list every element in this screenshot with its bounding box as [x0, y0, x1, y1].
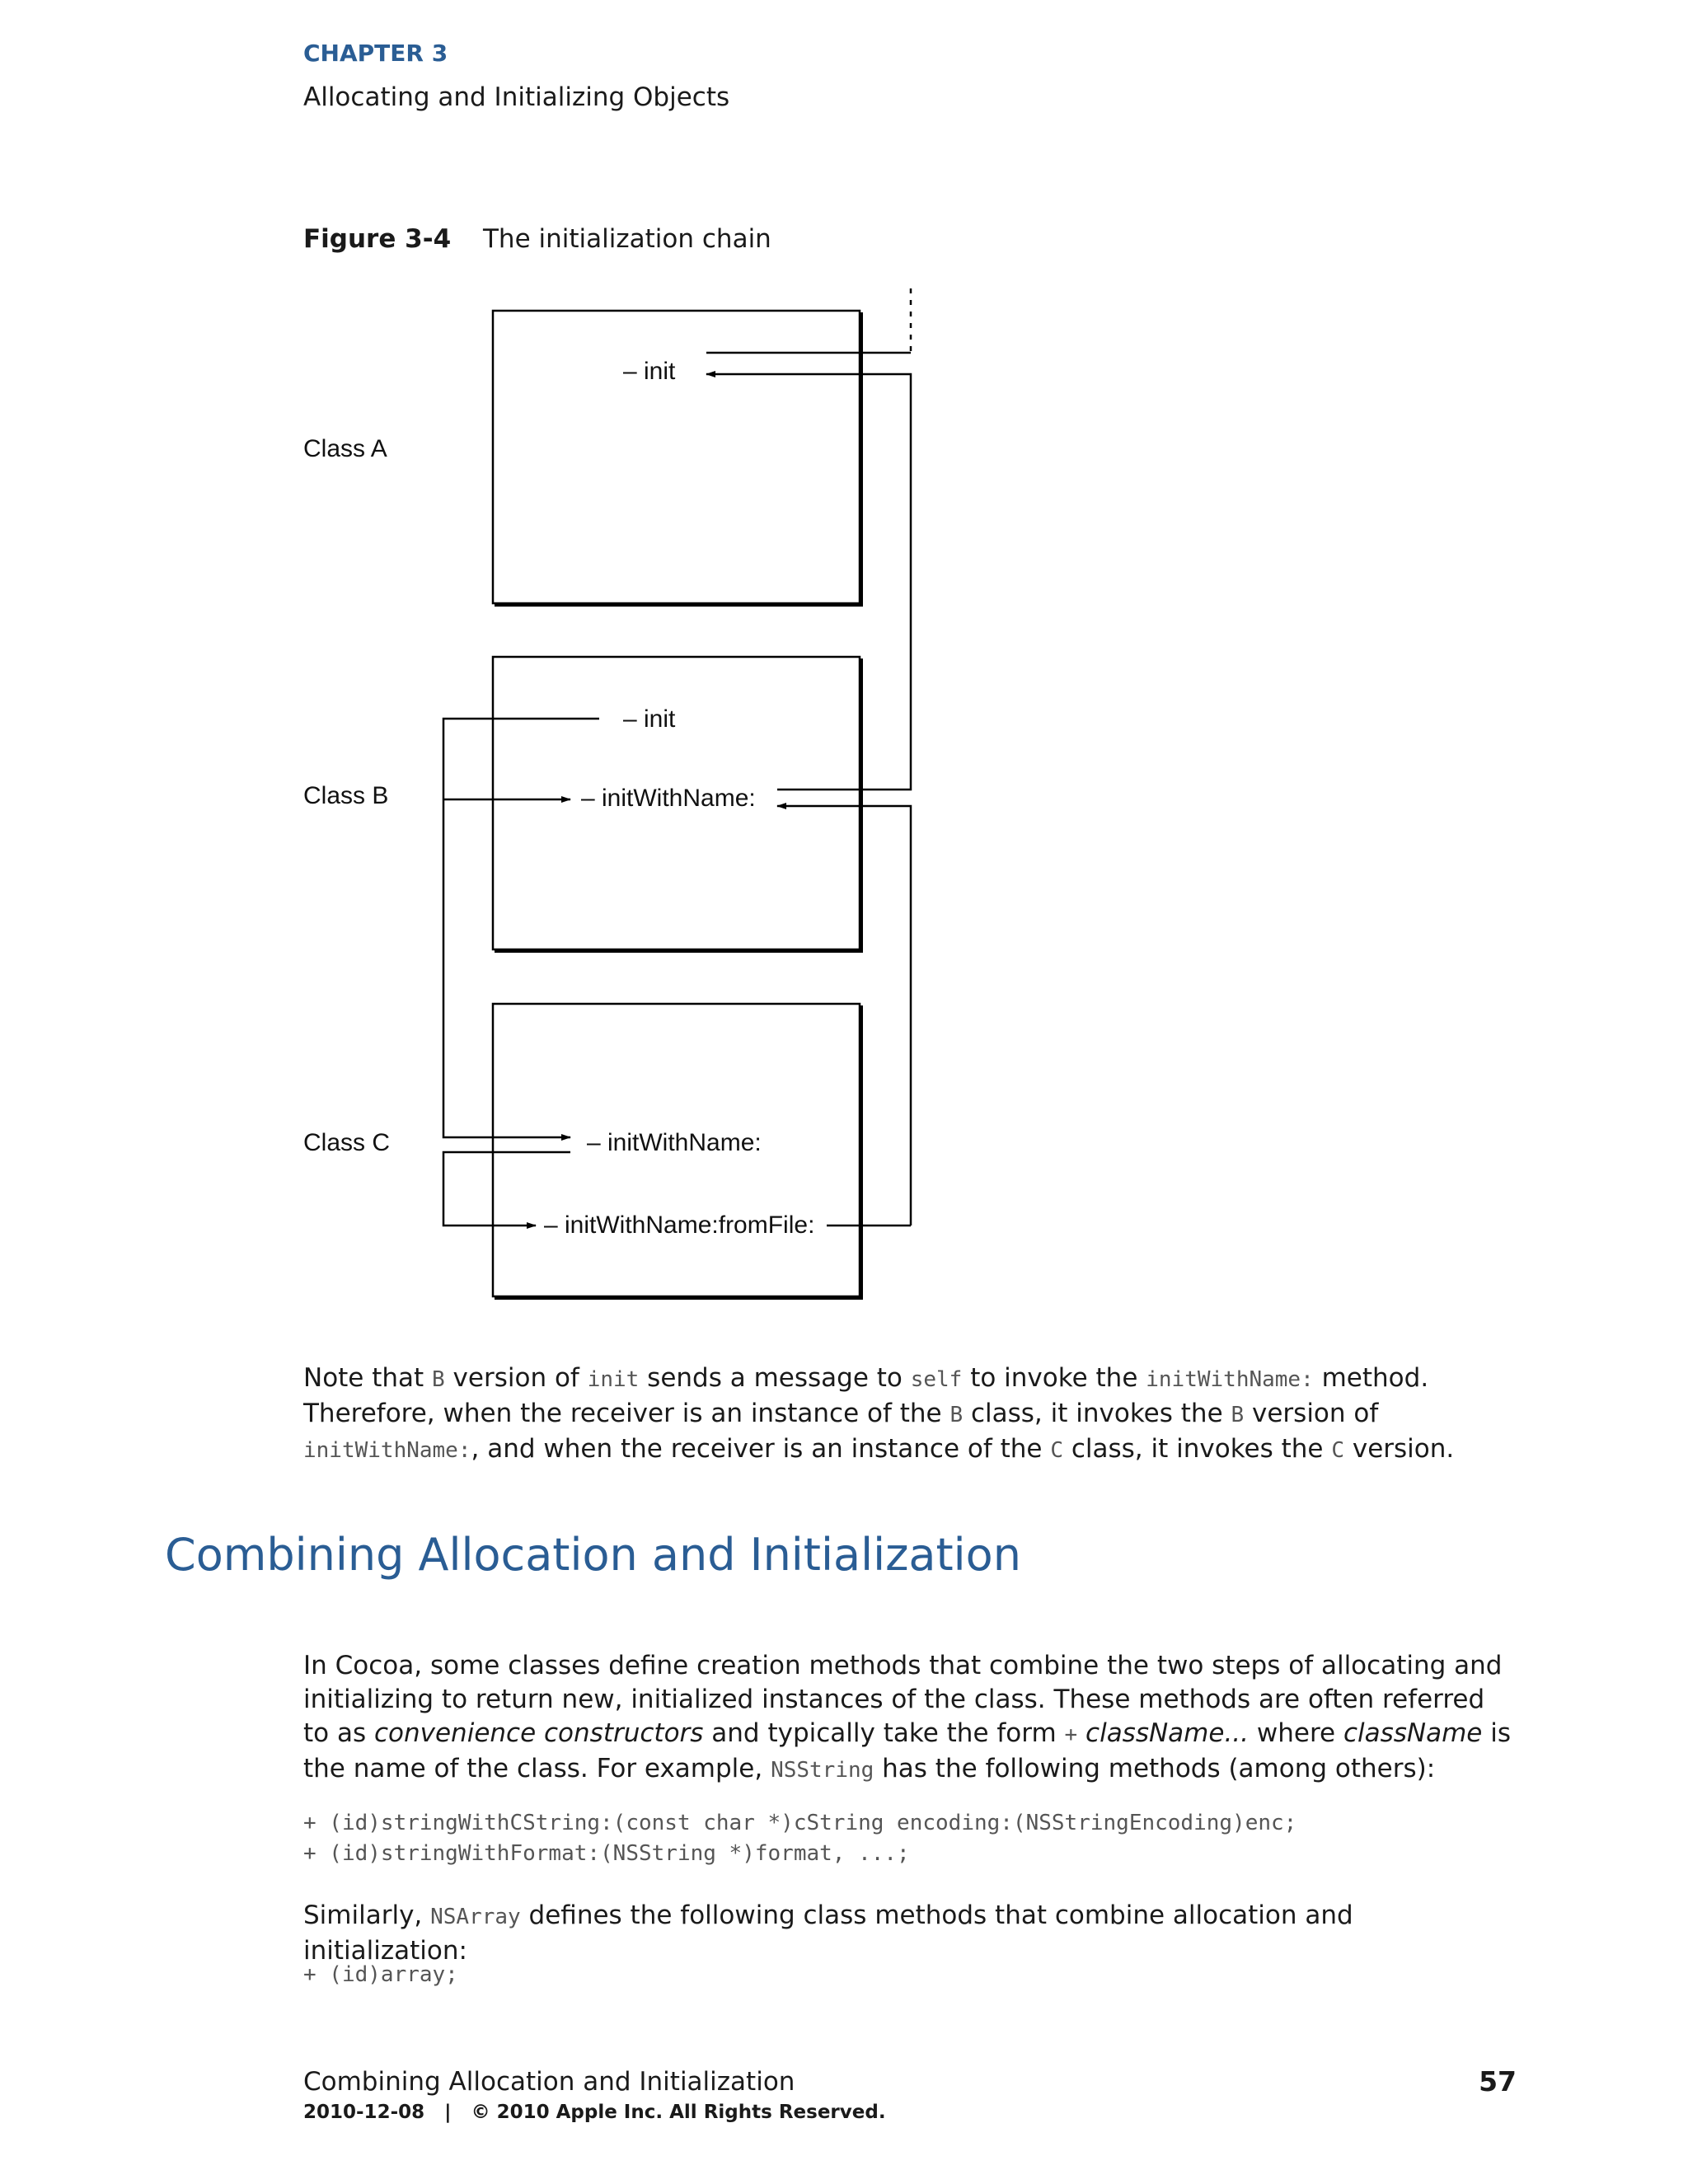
- figure-number: Figure 3-4: [303, 224, 452, 254]
- footer-title: Combining Allocation and Initialization: [303, 2067, 795, 2097]
- class-b-init-method: – init: [623, 705, 676, 733]
- emphasis-term: convenience constructors: [373, 1718, 704, 1748]
- class-c-label: Class C: [303, 1129, 391, 1156]
- class-a-box: [493, 311, 861, 605]
- code-b: B: [432, 1367, 445, 1392]
- code-plus: +: [1064, 1722, 1078, 1747]
- chapter-label: CHAPTER 3: [303, 40, 448, 67]
- code-block-nsstring: [303, 1808, 1296, 1869]
- code-nsarray: NSArray: [430, 1905, 521, 1929]
- class-a-init-method: – init: [623, 358, 676, 385]
- code-b: B: [1231, 1403, 1245, 1427]
- code-self: self: [910, 1367, 963, 1392]
- emphasis-term: className: [1343, 1718, 1483, 1748]
- footer-copyright: 2010-12-08 | © 2010 Apple Inc. All Rights Reserved.: [303, 2102, 886, 2123]
- code-init-with-name: initWithName:: [1146, 1367, 1314, 1392]
- section-paragraph-2: Similarly, NSArray defines the following class methods that combine allocation and initialization:: [303, 1900, 1353, 1966]
- chapter-title: Allocating and Initializing Objects: [303, 82, 730, 112]
- page-number: 57: [1479, 2065, 1517, 2097]
- code-init-with-name: initWithName:: [303, 1438, 471, 1463]
- figure-title: The initialization chain: [483, 224, 771, 254]
- code-c: C: [1331, 1438, 1345, 1463]
- code-block-nsarray: [303, 1960, 458, 1990]
- code-c: C: [1050, 1438, 1063, 1463]
- class-a-label: Class A: [303, 435, 387, 462]
- class-c-init-with-name-from-file-method: – initWithName:fromFile:: [544, 1212, 815, 1239]
- section-paragraph-1: In Cocoa, some classes define creation methods that combine the two steps of allocating and initializing to return new, initialized instances of the class. These methods are often referred to as convenience constructors and typically take the form + className... where className is the name of the class. For example, NSString has the following methods (among others):: [303, 1651, 1511, 1783]
- note-paragraph: Note that B version of init sends a message to self to invoke the initWithName: method. Therefore, when the receiver is an instance of the B class, it invokes the B version of initWithName:, and when the receiver is an instance of the C class, it invokes the C version.: [303, 1363, 1455, 1464]
- class-b-label: Class B: [303, 782, 389, 809]
- code-nsstring: NSString: [771, 1758, 874, 1783]
- code-line: + (id)array;: [303, 1962, 458, 1987]
- section-heading: Combining Allocation and Initialization: [165, 1529, 1021, 1581]
- emphasis-term: className...: [1085, 1718, 1250, 1748]
- class-c-init-with-name-method: – initWithName:: [587, 1129, 762, 1156]
- class-b-init-with-name-method: – initWithName:: [581, 785, 756, 812]
- code-init: init: [587, 1367, 640, 1392]
- code-line: + (id)stringWithCString:(const char *)cString encoding:(NSStringEncoding)enc;: [303, 1811, 1297, 1835]
- code-b: B: [950, 1403, 964, 1427]
- code-line: + (id)stringWithFormat:(NSString *)format, ...;: [303, 1841, 910, 1866]
